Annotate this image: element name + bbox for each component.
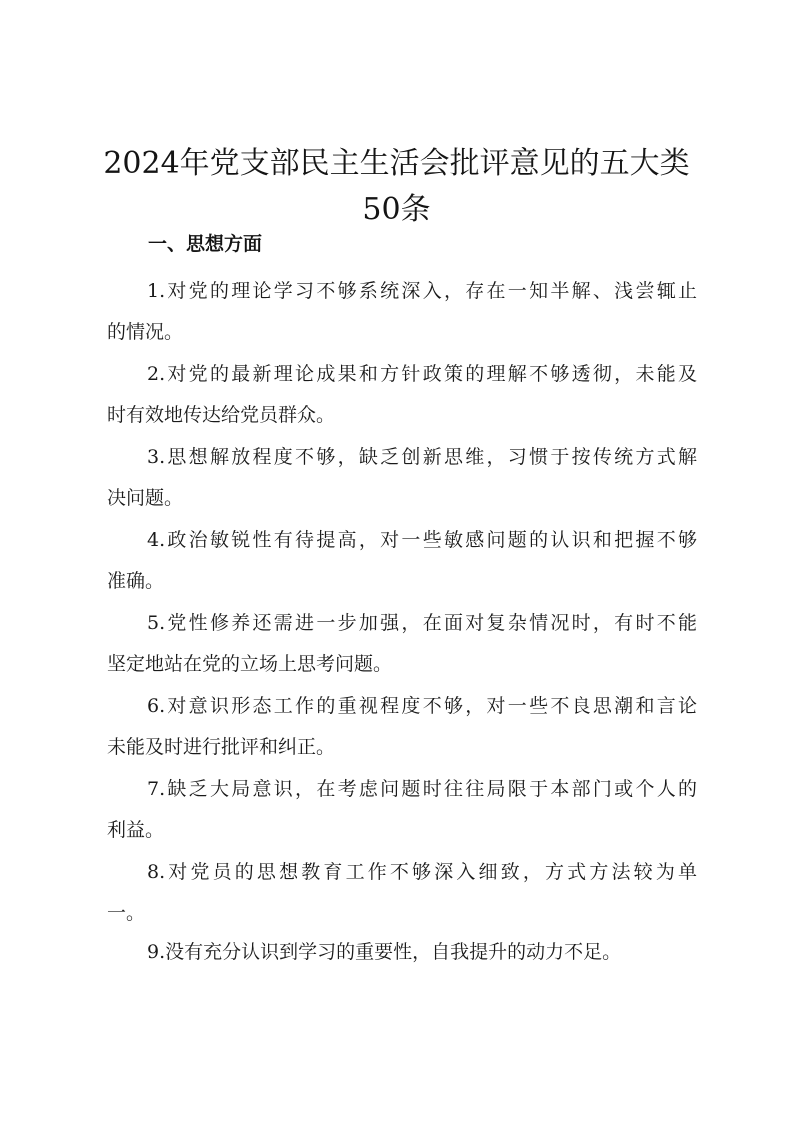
item-3-line-2: 决问题。: [107, 487, 184, 509]
criticism-item-3: [107, 437, 697, 519]
item-9-line-1: 9.没有充分认识到学习的重要性，自我提升的动力不足。: [147, 941, 622, 963]
item-8-line-2: 一。: [107, 902, 146, 924]
criticism-item-6: [107, 686, 697, 768]
item-8-line-1: 8.对党员的思想教育工作不够深入细致，方式方法较为单: [147, 861, 697, 883]
item-6-line-1: 6.对意识形态工作的重视程度不够，对一些不良思潮和言论: [147, 695, 697, 717]
criticism-item-4: [107, 520, 697, 602]
item-5-line-2: 坚定地站在党的立场上思考问题。: [107, 653, 393, 675]
criticism-item-1: [107, 271, 697, 353]
criticism-item-7: [107, 769, 697, 851]
item-7-line-2: 利益。: [107, 819, 165, 841]
section-heading: 一、思想方面: [148, 233, 263, 255]
document-title-line-1: 2024年党支部民主生活会批评意见的五大类: [103, 146, 690, 181]
item-4-line-2: 准确。: [107, 570, 165, 592]
item-2-line-2: 时有效地传达给党员群众。: [107, 404, 336, 426]
item-3-line-1: 3.思想解放程度不够，缺乏创新思维，习惯于按传统方式解: [147, 446, 697, 468]
item-1-line-1: 1.对党的理论学习不够系统深入，存在一知半解、浅尝辄止: [147, 280, 697, 302]
item-1-line-2: 的情况。: [107, 321, 184, 343]
item-4-line-1: 4.政治敏锐性有待提高，对一些敏感问题的认识和把握不够: [147, 529, 697, 551]
criticism-item-5: [107, 603, 697, 685]
item-5-line-1: 5.党性修养还需进一步加强，在面对复杂情况时，有时不能: [147, 612, 697, 634]
criticism-item-8: [107, 852, 697, 934]
criticism-item-2: [107, 354, 697, 436]
item-7-line-1: 7.缺乏大局意识，在考虑问题时往往局限于本部门或个人的: [147, 778, 697, 800]
item-6-line-2: 未能及时进行批评和纠正。: [107, 736, 336, 758]
item-2-line-1: 2.对党的最新理论成果和方针政策的理解不够透彻，未能及: [147, 363, 697, 385]
document-title-line-2: 50条: [362, 192, 431, 227]
criticism-item-9: [107, 932, 697, 973]
